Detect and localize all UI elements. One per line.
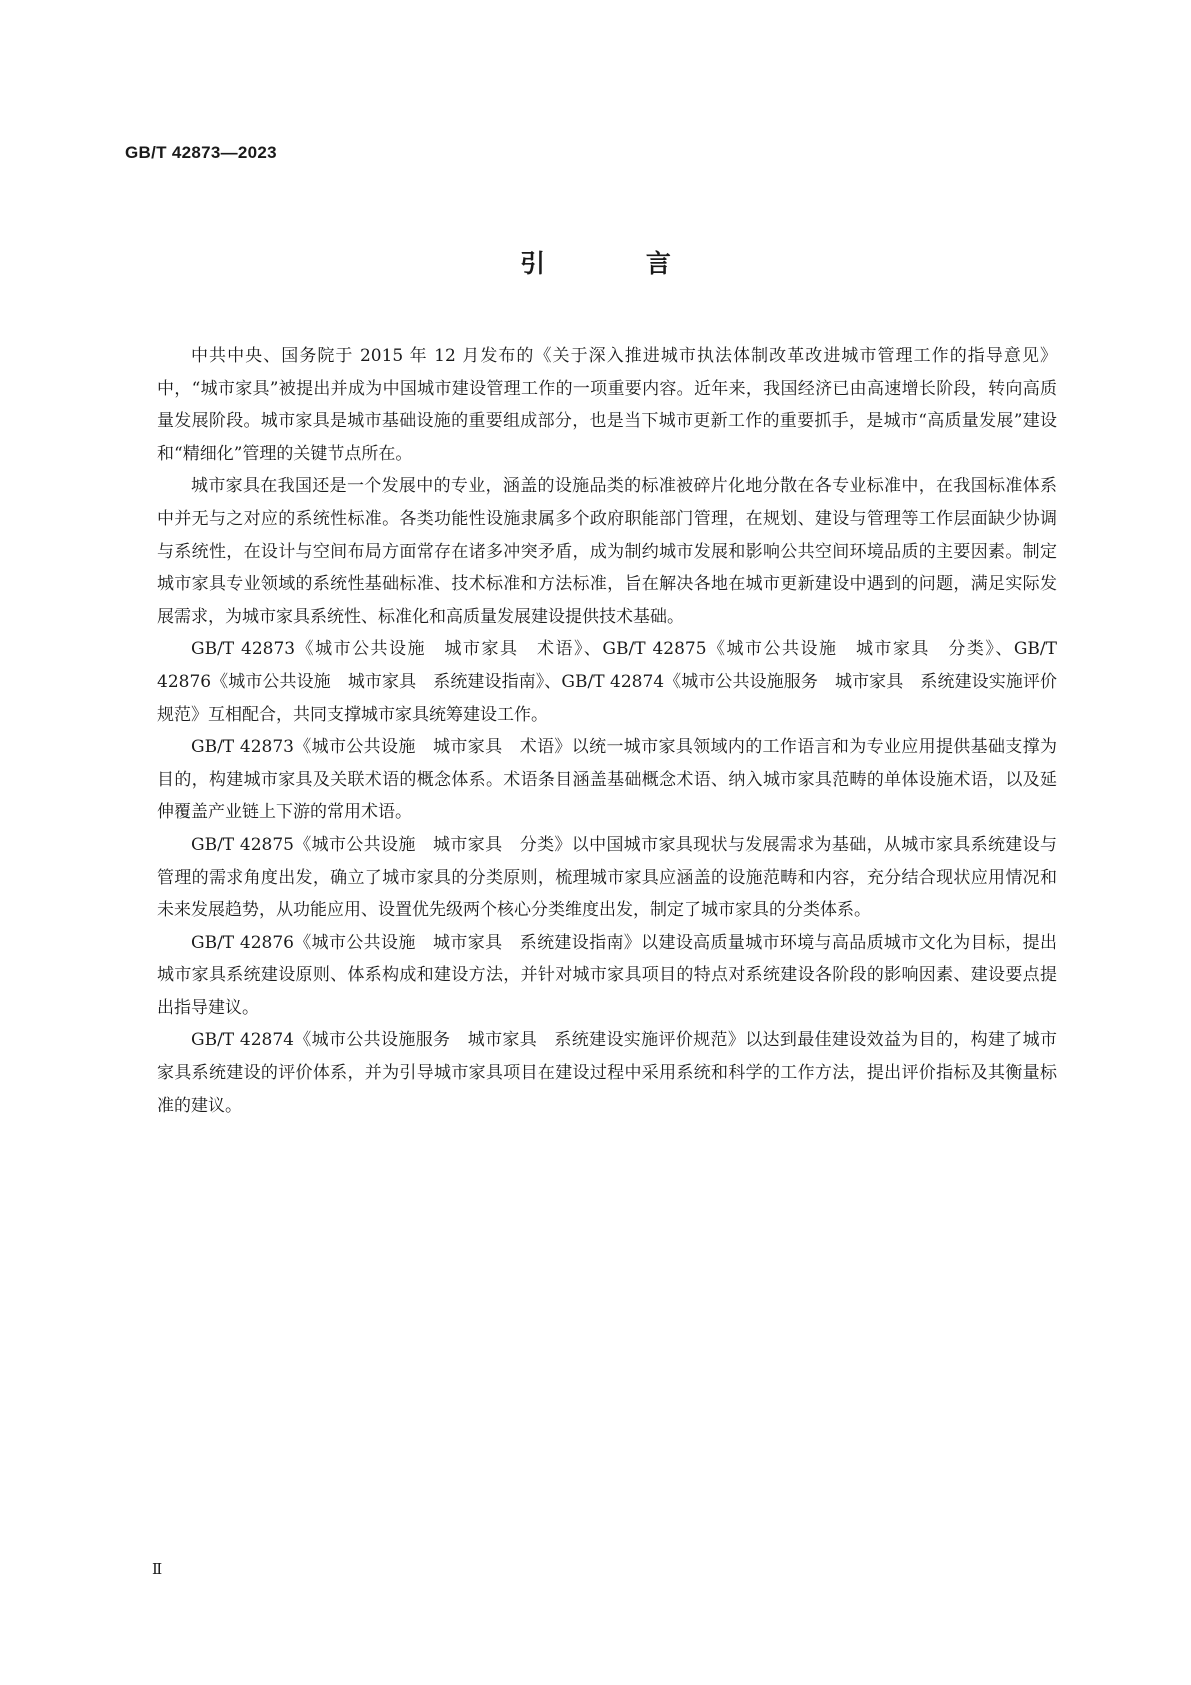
page-number: Ⅱ xyxy=(152,1560,163,1578)
paragraph-5: GB/T 42875《城市公共设施 城市家具 分类》以中国城市家具现状与发展需求为基础，从城市家具系统建设与管理的需求角度出发，确立了城市家具的分类原则，梳理城市家具应涵盖的设施范畴和内容，充分结合现状应用情况和未来发展趋势，从功能应用、设置优先级两个核心分类维度出发，制定了城市家具的分类体系。 xyxy=(157,834,1057,921)
introduction-body xyxy=(157,340,1057,1122)
page-title: 引 言 xyxy=(520,249,717,278)
paragraph-3: GB/T 42873《城市公共设施 城市家具 术语》、GB/T 42875《城市公共设施 城市家具 分类》、GB/T 42876《城市公共设施 城市家具 系统建设指南》、GB/T 42874《城市公共设施服务 城市家具 系统建设实施评价规范》互相配合，共同支撑城市家具统筹建设工作。 xyxy=(157,639,1057,725)
paragraph-6: GB/T 42876《城市公共设施 城市家具 系统建设指南》以建设高质量城市环境与高品质城市文化为目标，提出城市家具系统建设原则、体系构成和建设方法，并针对城市家具项目的特点对系统建设各阶段的影响因素、建设要点提出指导建议。 xyxy=(157,932,1057,1018)
standard-code: GB/T 42873—2023 xyxy=(125,143,277,162)
paragraph-2: 城市家具在我国还是一个发展中的专业，涵盖的设施品类的标准被碎片化地分散在各专业标准中，在我国标准体系中并无与之对应的系统性标准。各类功能性设施隶属多个政府职能部门管理，在规划、建设与管理等工作层面缺少协调与系统性，在设计与空间布局方面常存在诸多冲突矛盾，成为制约城市发展和影响公共空间环境品质的主要因素。制定城市家具专业领域的系统性基础标准、技术标准和方法标准，旨在解决各地在城市更新建设中遇到的问题，满足实际发展需求，为城市家具系统性、标准化和高质量发展建设提供技术基础。 xyxy=(157,476,1057,627)
paragraph-1: 中共中央、国务院于 2015 年 12 月发布的《关于深入推进城市执法体制改革改进城市管理工作的指导意见》中，“城市家具”被提出并成为中国城市建设管理工作的一项重要内容。近年来，我国经济已由高速增长阶段，转向高质量发展阶段。城市家具是城市基础设施的重要组成部分，也是当下城市更新工作的重要抓手，是城市“高质量发展”建设和“精细化”管理的关键节点所在。 xyxy=(157,346,1057,464)
paragraph-7: GB/T 42874《城市公共设施服务 城市家具 系统建设实施评价规范》以达到最佳建设效益为目的，构建了城市家具系统建设的评价体系，并为引导城市家具项目在建设过程中采用系统和科学的工作方法，提出评价指标及其衡量标准的建议。 xyxy=(157,1030,1057,1116)
paragraph-4: GB/T 42873《城市公共设施 城市家具 术语》以统一城市家具领域内的工作语言和为专业应用提供基础支撑为目的，构建城市家具及关联术语的概念体系。术语条目涵盖基础概念术语、纳入城市家具范畴的单体设施术语，以及延伸覆盖产业链上下游的常用术语。 xyxy=(157,737,1057,823)
